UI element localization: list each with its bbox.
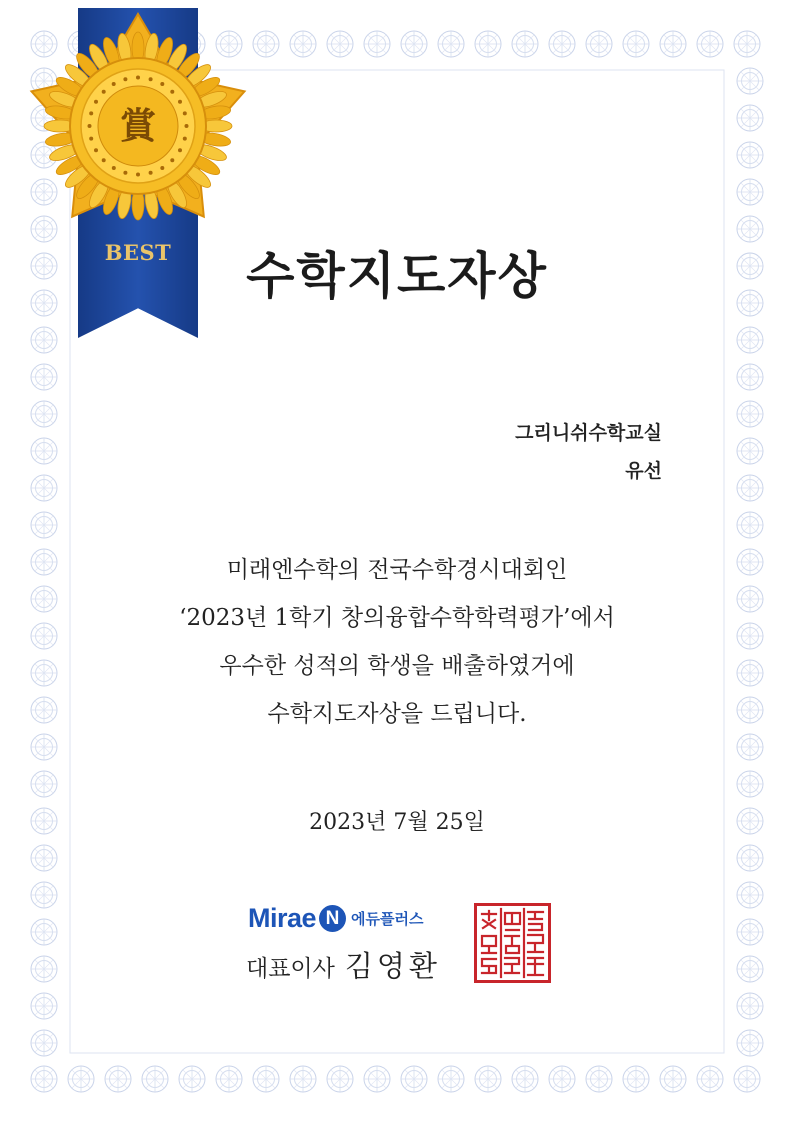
medal-character: 賞 [119, 105, 157, 147]
award-date: 2023년 7월 25일 [309, 810, 485, 835]
citation-text [0, 546, 794, 738]
award-title: 수학지도자상 [246, 247, 548, 305]
company-seal-stamp [474, 903, 551, 983]
brand-name: Mirae [248, 902, 317, 933]
citation-line: 수학지도자상을 드립니다. [267, 701, 527, 727]
brand-sub: 에듀플러스 [351, 909, 424, 928]
citation-line: ‘2023년 1학기 창의융합수학학력평가’에서 [179, 605, 615, 631]
recipient-academy: 그리니쉬수학교실 [515, 422, 662, 444]
recipient-name: 유선 [625, 460, 662, 482]
brand-n-icon: N [319, 905, 346, 932]
rep-title: 대표이사 [246, 956, 335, 982]
citation-line: 미래엔수학의 전국수학경시대회인 [226, 557, 568, 583]
best-label: BEST [104, 240, 172, 265]
issuer-logo [248, 898, 424, 938]
citation-line: 우수한 성적의 학생을 배출하였거에 [219, 653, 575, 679]
rep-name: 김영환 [344, 949, 441, 983]
representative [246, 944, 441, 985]
gold-medal-icon [22, 10, 254, 242]
